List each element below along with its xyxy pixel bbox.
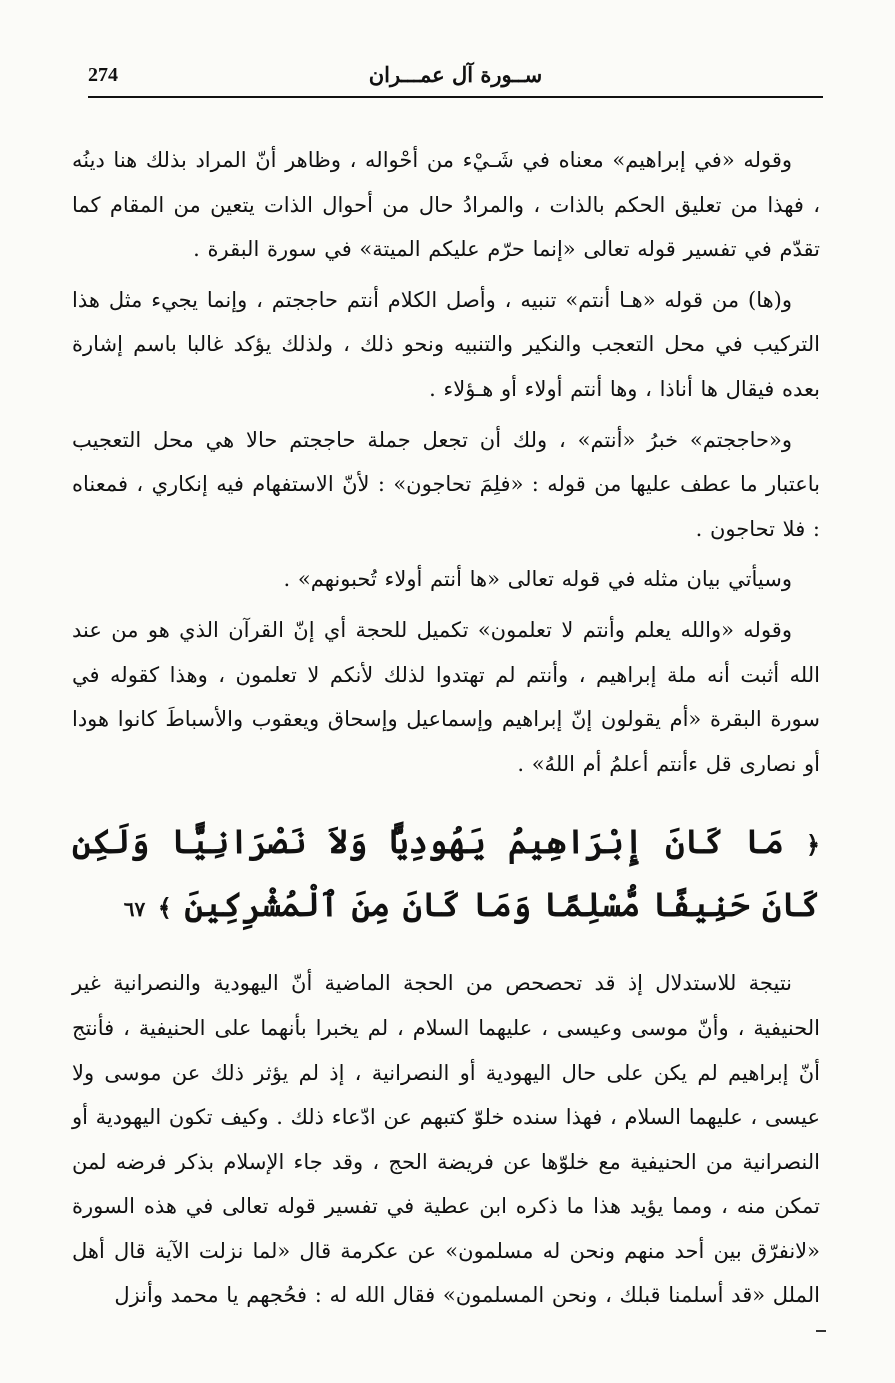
commentary-paragraph: نتيجة للاستدلال إذ قد تحصحص من الحجة الماضية أنّ اليهودية والنصرانية غير الحنيفية ، وأنّ موسى وعيسى ، عليهما السلام ، لم يخبرا بأنهما على الحنيفية ، فأنتج أنّ إبراهيم لم يكن على حال اليهودية أو النصرانية ، إذ لم يؤثر ذلك عن موسى ولا عيسى ، عليهما السلام ، فهذا سنده خلوّ كتبهم عن ادّعاء ذلك . وكيف تكون اليهودية أو النصرانية من الحنيفية مع خلوّها عن فريضة الحج ، وقد جاء الإسلام بذكر فرضه لمن تمكن منه ، ومما يؤيد هذا ما ذكره ابن عطية في تفسير قوله تعالى في هذه السورة «لانفرّق بين أحد منهم ونحن له مسلمون» عن عكرمة قال «لما نزلت الآية قال أهل الملل «قد أسلمنا قبلك ، ونحن المسلمون» فقال الله له : فحُجهم يا محمد وأنزل xyxy=(72,971,820,1308)
verse-number: ٦٧ xyxy=(123,897,146,922)
paragraph-5: وقوله «والله يعلم وأنتم لا تعلمون» تكميل للحجة أي إنّ القرآن الذي هو من عند الله أثبت أنه ملة إبراهيم ، وأنتم لم تهتدوا لذلك لأنكم لا تعلمون ، وهذا كقوله في سورة البقرة «أم يقولون إنّ إبراهيم وإسماعيل وإسحاق ويعقوب والأسباطَ كانوا هودا أو نصارى قل ءأنتم أعلمُ أم اللهُ» . xyxy=(72,617,820,776)
quran-verse xyxy=(72,812,820,939)
paragraph-4: وسيأتي بيان مثله في قوله تعالى «ها أنتم أولاء تُحبونهم» . xyxy=(283,567,792,592)
paragraph-3: و«حاججتم» خبرُ «أنتم» ، ولك أن تجعل جملة حاججتم حالا هي محل التعجيب باعتبار ما عطف عليها من قوله : «فلِمَ تحاجون» : لأنّ الاستفهام فيه إنكاري ، فمعناه : فلا تحاجون . xyxy=(72,427,820,541)
running-title: ســورة آل عمـــران xyxy=(368,62,543,87)
page-header xyxy=(88,60,823,102)
paragraph-1: وقوله «في إبراهيم» معناه في شَـيْء من أحْواله ، وظاهر أنّ المراد بذلك هنا دينُه ، فهذا من تعليق الحكم بالذات ، والمرادُ حال من أحوال الذات يتعين من المقام كما تقدّم في تفسير قوله تعالى «إنما حرّم عليكم الميتة» في سورة البقرة . xyxy=(72,148,820,262)
page-number: 274 xyxy=(88,64,118,86)
page-edge-mark xyxy=(816,1330,826,1332)
verse-open-mark: ﴿ xyxy=(805,830,820,860)
verse-text: مَا كَانَ إِبْرَاهِيمُ يَهُودِيًّا وَلاَ نَصْرَانِيًّا وَلَكِن كَانَ حَنِيفًا مُّسْلِمًا وَمَا كَانَ مِنَ ٱلْمُشْرِكِينَ xyxy=(72,822,820,925)
paragraph-2: و(ها) من قوله «هـا أنتم» تنبيه ، وأصل الكلام أنتم حاججتم ، وإنما يجيء مثل هذا التركيب في محل التعجب والنكير والتنبيه ونحو ذلك ، ولذلك يؤكد غالبا باسم إشارة بعده فيقال ها أناذا ، وها أنتم أولاء أو هـؤلاء . xyxy=(72,287,820,401)
verse-close-mark: ﴾ xyxy=(157,893,172,923)
header-rule xyxy=(88,96,823,98)
body-text xyxy=(72,138,820,1318)
